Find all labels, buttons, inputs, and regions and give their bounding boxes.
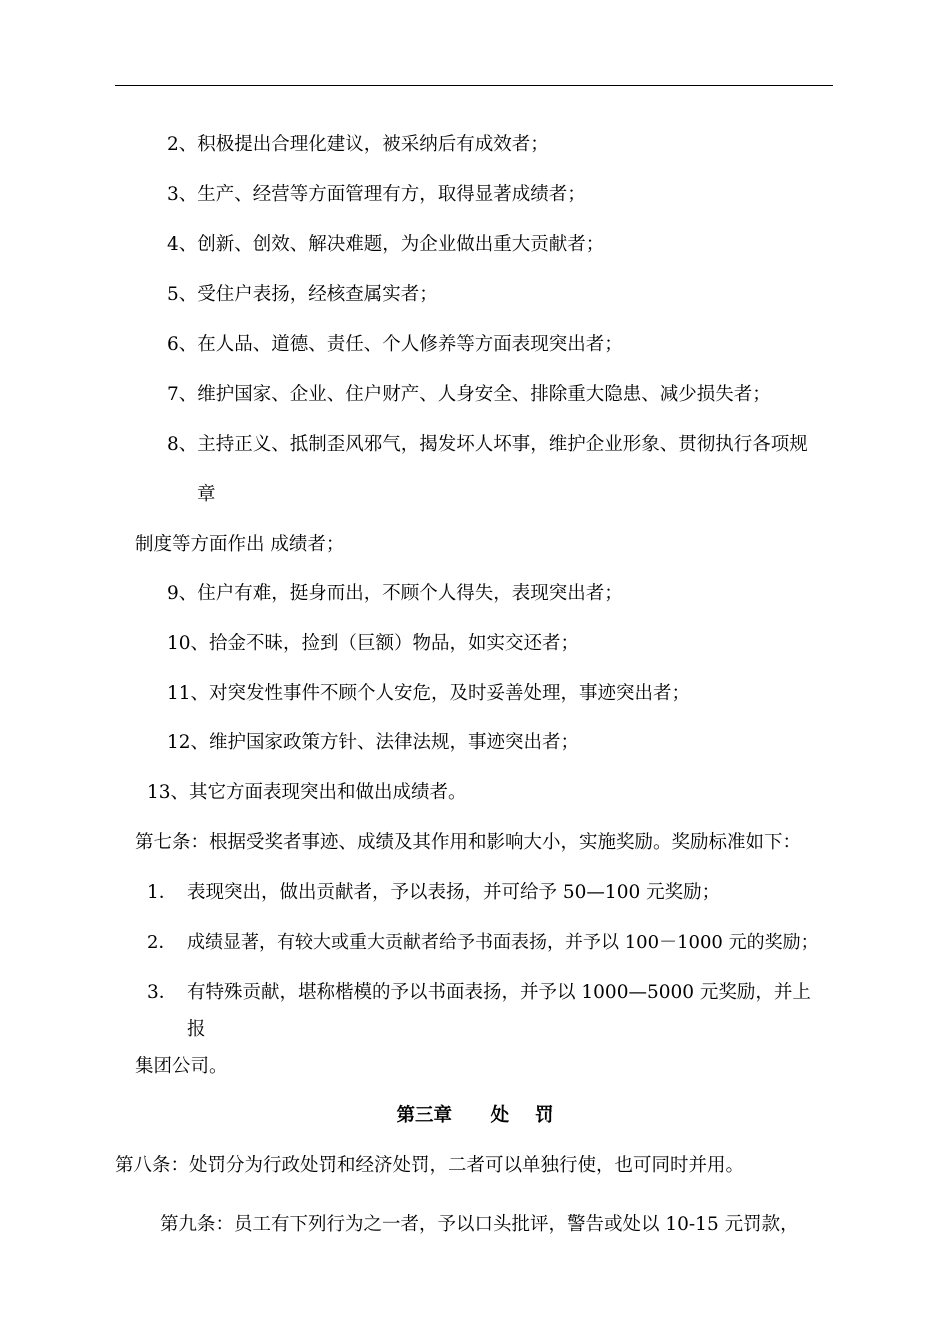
reward-number: 3． <box>147 982 178 1003</box>
list-item <box>167 731 579 755</box>
header-rule <box>115 85 833 86</box>
list-item <box>147 781 467 805</box>
list-item <box>167 632 579 656</box>
list-item <box>167 283 438 307</box>
item-text: 对突发性事件不顾个人安危，及时妥善处理，事迹突出者； <box>209 683 691 704</box>
article-7: 第七条：根据受奖者事迹、成绩及其作用和影响大小，实施奖励。奖励标准如下： <box>135 832 802 853</box>
article-9: 第九条：员工有下列行为之一者，予以口头批评，警告或处以 10-15 元罚款， <box>160 1214 799 1235</box>
reward-text: 有特殊贡献，堪称楷模的予以书面表扬，并予以 1000—5000 元奖励，并上 <box>187 982 811 1003</box>
reward-text: 成绩显著，有较大或重大贡献者给予书面表扬，并予以 100－1000 元的奖励； <box>187 932 819 953</box>
chapter-title: 第三章 处 罚 <box>396 1105 554 1126</box>
list-item <box>167 133 549 157</box>
item-text: 在人品、道德、责任、个人修养等方面表现突出者； <box>197 334 623 355</box>
item-text: 受住户表扬，经核查属实者； <box>197 284 438 305</box>
item-text: 维护国家、企业、住户财产、人身安全、排除重大隐患、减少损失者； <box>197 384 771 405</box>
item-number: 12、 <box>167 732 210 753</box>
item-text: 维护国家政策方针、法律法规，事迹突出者； <box>209 732 580 753</box>
item-number: 6、 <box>167 334 198 355</box>
reward-item <box>147 931 819 955</box>
item-continuation: 制度等方面作出 成绩者； <box>135 534 345 555</box>
reward-continuation: 集团公司。 <box>135 1056 228 1077</box>
reward-text: 表现突出，做出贡献者，予以表扬，并可给予 50—100 元奖励； <box>187 882 721 903</box>
reward-number: 1． <box>147 882 178 903</box>
item-number: 3、 <box>167 184 198 205</box>
item-number: 2、 <box>167 134 198 155</box>
item-number: 5、 <box>167 284 198 305</box>
item-number: 7、 <box>167 384 198 405</box>
item-number: 8、 <box>167 434 198 455</box>
item-text-wrap: 章 <box>197 484 216 505</box>
item-number: 4、 <box>167 234 198 255</box>
list-item <box>167 183 586 207</box>
item-number: 10、 <box>167 633 210 654</box>
list-item <box>167 682 690 706</box>
list-item <box>167 383 771 407</box>
reward-text-wrap: 报 <box>187 1019 206 1040</box>
item-text: 创新、创效、解决难题，为企业做出重大贡献者； <box>197 234 605 255</box>
item-text: 拾金不昧，捡到（巨额）物品，如实交还者； <box>209 633 580 654</box>
item-number: 9、 <box>167 583 198 604</box>
reward-number: 2． <box>147 932 177 953</box>
reward-item <box>147 981 811 1005</box>
item-text: 住户有难，挺身而出，不顾个人得失，表现突出者； <box>197 583 623 604</box>
item-text: 积极提出合理化建议，被采纳后有成效者； <box>197 134 549 155</box>
item-text: 其它方面表现突出和做出成绩者。 <box>189 782 467 803</box>
article-8: 第八条：处罚分为行政处罚和经济处罚，二者可以单独行使，也可同时并用。 <box>115 1155 745 1176</box>
item-number: 11、 <box>167 683 210 704</box>
item-text: 主持正义、抵制歪风邪气，揭发坏人坏事，维护企业形象、贯彻执行各项规 <box>197 434 808 455</box>
list-item <box>167 433 808 457</box>
item-text: 生产、经营等方面管理有方，取得显著成绩者； <box>197 184 586 205</box>
list-item <box>167 582 623 606</box>
reward-item <box>147 881 720 905</box>
list-item <box>167 233 604 257</box>
list-item <box>167 333 623 357</box>
item-number: 13、 <box>147 782 190 803</box>
